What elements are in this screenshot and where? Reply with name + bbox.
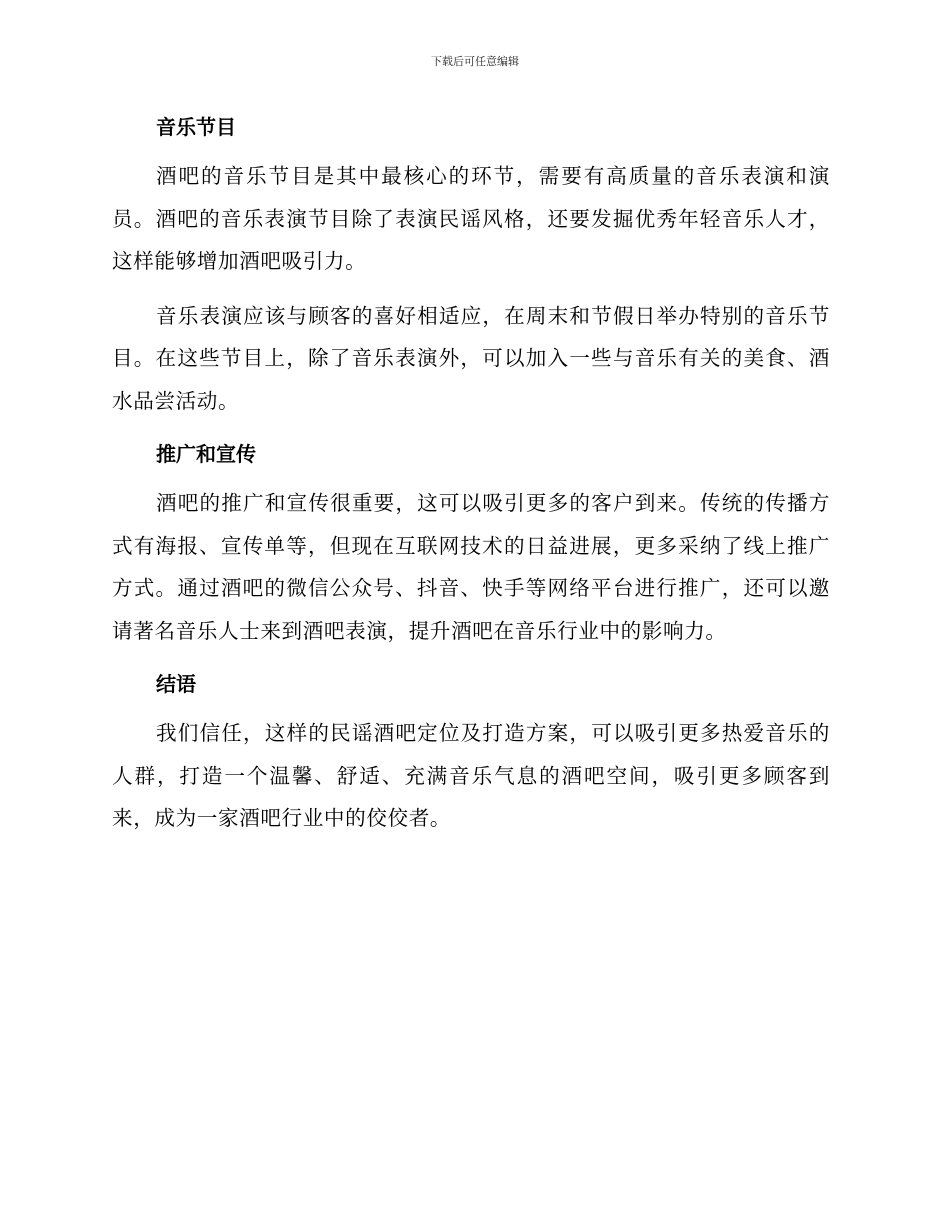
paragraph: 酒吧的推广和宣传很重要，这可以吸引更多的客户到来。传统的传播方式有海报、宣传单等，但现在互联网技术的日益进展，更多采纳了线上推广方式。通过酒吧的微信公众号、抖音、快手等网络平台进行推广，还可以邀请著名音乐人士来到酒吧表演，提升酒吧在音乐行业中的影响力。 — [112, 491, 830, 643]
section-heading-music-program: 音乐节目 — [156, 115, 236, 139]
document-body — [112, 108, 830, 840]
paragraph: 我们信任，这样的民谣酒吧定位及打造方案，可以吸引更多热爱音乐的人群，打造一个温馨、舒适、充满音乐气息的酒吧空间，吸引更多顾客到来，成为一家酒吧行业中的佼佼者。 — [112, 721, 830, 830]
page-header-note: 下载后可任意编辑 — [431, 55, 519, 68]
paragraph: 音乐表演应该与顾客的喜好相适应，在周末和节假日举办特别的音乐节目。在这些节目上，除了音乐表演外，可以加入一些与音乐有关的美食、酒水品尝活动。 — [112, 303, 830, 413]
section-heading-promotion: 推广和宣传 — [156, 442, 256, 466]
section-heading-conclusion: 结语 — [156, 672, 196, 696]
paragraph: 酒吧的音乐节目是其中最核心的环节，需要有高质量的音乐表演和演员。酒吧的音乐表演节目除了表演民谣风格，还要发掘优秀年轻音乐人才，这样能够增加酒吧吸引力。 — [112, 164, 830, 273]
